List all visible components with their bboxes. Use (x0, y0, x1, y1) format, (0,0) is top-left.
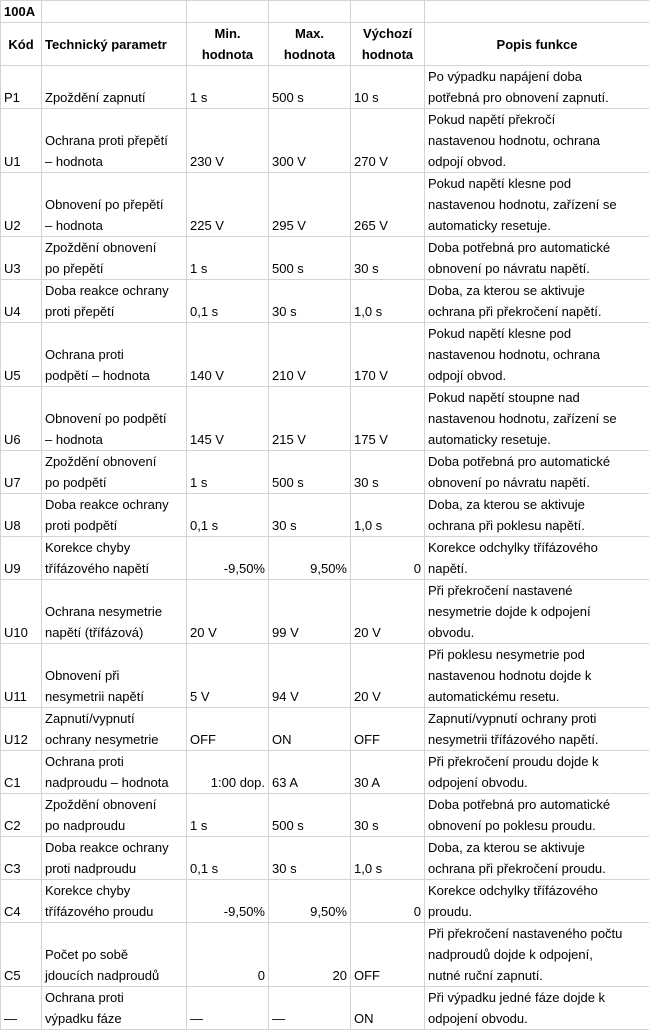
row-min-value[interactable]: 140 V (187, 323, 269, 387)
header-kod[interactable]: Kód (1, 23, 42, 66)
table-row (1, 323, 649, 387)
row-min-value[interactable]: 0,1 s (187, 837, 269, 880)
row-max-value[interactable]: 9,50% (269, 537, 351, 580)
row-description[interactable]: Pokud napětí překročí nastavenou hodnotu, ochrana odpojí obvod. (425, 109, 649, 173)
row-code[interactable]: P1 (1, 66, 42, 109)
row-description[interactable]: Doba, za kterou se aktivuje ochrana při překročení napětí. (425, 280, 649, 323)
row-min-value[interactable]: 1 s (187, 794, 269, 837)
row-code[interactable]: U5 (1, 323, 42, 387)
row-code[interactable]: U1 (1, 109, 42, 173)
row-default-value[interactable]: 30 s (351, 451, 425, 494)
row-parameter[interactable]: Obnovení po podpětí – hodnota (42, 387, 187, 451)
row-max-value[interactable]: — (269, 987, 351, 1030)
row-code[interactable]: C4 (1, 880, 42, 923)
table-row (1, 537, 649, 580)
row-description[interactable]: Zapnutí/vypnutí ochrany proti nesymetrii třífázového napětí. (425, 708, 649, 751)
row-max-value[interactable]: 500 s (269, 794, 351, 837)
empty-cell[interactable] (42, 1, 187, 23)
table-row (1, 837, 649, 880)
table-row (1, 173, 649, 237)
row-default-value[interactable]: 270 V (351, 109, 425, 173)
header-default[interactable]: Výchozí hodnota (351, 23, 425, 66)
row-max-value[interactable]: 30 s (269, 494, 351, 537)
row-max-value[interactable]: 94 V (269, 644, 351, 708)
row-default-value[interactable]: 30 A (351, 751, 425, 794)
row-parameter[interactable]: Obnovení po přepětí – hodnota (42, 173, 187, 237)
empty-cell[interactable] (351, 1, 425, 23)
row-description[interactable]: Korekce odchylky třífázového proudu. (425, 880, 649, 923)
row-description[interactable]: Doba potřebná pro automatické obnovení po návratu napětí. (425, 237, 649, 280)
row-max-value[interactable]: 295 V (269, 173, 351, 237)
row-default-value[interactable]: 1,0 s (351, 837, 425, 880)
row-parameter[interactable]: Zpoždění obnovení po nadproudu (42, 794, 187, 837)
row-description[interactable]: Při překročení nastaveného počtu nadproudů dojde k odpojení, nutné ruční zapnutí. (425, 923, 649, 987)
row-default-value[interactable]: 0 (351, 880, 425, 923)
row-parameter[interactable]: Doba reakce ochrany proti podpětí (42, 494, 187, 537)
row-description[interactable]: Doba, za kterou se aktivuje ochrana při překročení proudu. (425, 837, 649, 880)
row-default-value[interactable]: 170 V (351, 323, 425, 387)
row-parameter[interactable]: Doba reakce ochrany proti nadproudu (42, 837, 187, 880)
header-max[interactable]: Max. hodnota (269, 23, 351, 66)
row-default-value[interactable]: 10 s (351, 66, 425, 109)
row-max-value[interactable]: 210 V (269, 323, 351, 387)
header-description[interactable]: Popis funkce (425, 23, 649, 66)
row-code[interactable]: U2 (1, 173, 42, 237)
row-max-value[interactable]: 9,50% (269, 880, 351, 923)
row-parameter[interactable]: Ochrana nesymetrie napětí (třífázová) (42, 580, 187, 644)
row-min-value[interactable]: -9,50% (187, 880, 269, 923)
row-description[interactable]: Po výpadku napájení doba potřebná pro obnovení zapnutí. (425, 66, 649, 109)
row-min-value[interactable]: -9,50% (187, 537, 269, 580)
row-code[interactable]: U3 (1, 237, 42, 280)
row-description[interactable]: Doba potřebná pro automatické obnovení po poklesu proudu. (425, 794, 649, 837)
table-row (1, 987, 649, 1030)
table-row (1, 880, 649, 923)
row-code[interactable]: U4 (1, 280, 42, 323)
row-description[interactable]: Pokud napětí stoupne nad nastavenou hodnotu, zařízení se automaticky resetuje. (425, 387, 649, 451)
table-row (1, 708, 649, 751)
row-code[interactable]: U12 (1, 708, 42, 751)
table-row (1, 280, 649, 323)
table-row (1, 751, 649, 794)
table-row (1, 494, 649, 537)
row-min-value[interactable]: 225 V (187, 173, 269, 237)
row-description[interactable]: Při výpadku jedné fáze dojde k odpojení obvodu. (425, 987, 649, 1030)
row-min-value[interactable]: 0,1 s (187, 494, 269, 537)
title-row (1, 1, 649, 23)
row-default-value[interactable]: 30 s (351, 237, 425, 280)
row-default-value[interactable]: OFF (351, 708, 425, 751)
table-row (1, 451, 649, 494)
row-code[interactable]: U9 (1, 537, 42, 580)
empty-cell[interactable] (269, 1, 351, 23)
row-code[interactable]: C3 (1, 837, 42, 880)
row-parameter[interactable]: Ochrana proti nadproudu – hodnota (42, 751, 187, 794)
table-row (1, 66, 649, 109)
row-min-value[interactable]: 145 V (187, 387, 269, 451)
row-parameter[interactable]: Počet po sobě jdoucích nadproudů (42, 923, 187, 987)
row-min-value[interactable]: 0 (187, 923, 269, 987)
table-row (1, 923, 649, 987)
row-description[interactable]: Při překročení proudu dojde k odpojení obvodu. (425, 751, 649, 794)
table-row (1, 237, 649, 280)
row-parameter[interactable]: Zpoždění zapnutí (42, 66, 187, 109)
row-parameter[interactable]: Doba reakce ochrany proti přepětí (42, 280, 187, 323)
row-max-value[interactable]: 500 s (269, 237, 351, 280)
table-row (1, 387, 649, 451)
row-code[interactable]: C1 (1, 751, 42, 794)
row-min-value[interactable]: 5 V (187, 644, 269, 708)
table-row (1, 580, 649, 644)
row-code[interactable]: U7 (1, 451, 42, 494)
header-param[interactable]: Technický parametr (42, 23, 187, 66)
row-min-value[interactable]: 1 s (187, 66, 269, 109)
row-min-value[interactable]: 20 V (187, 580, 269, 644)
row-max-value[interactable]: 300 V (269, 109, 351, 173)
row-min-value[interactable]: 230 V (187, 109, 269, 173)
row-parameter[interactable]: Korekce chyby třífázového napětí (42, 537, 187, 580)
row-parameter[interactable]: Ochrana proti přepětí – hodnota (42, 109, 187, 173)
row-min-value[interactable]: — (187, 987, 269, 1030)
row-parameter[interactable]: Ochrana proti výpadku fáze (42, 987, 187, 1030)
row-parameter[interactable]: Korekce chyby třífázového proudu (42, 880, 187, 923)
row-max-value[interactable]: 30 s (269, 280, 351, 323)
row-code[interactable]: C5 (1, 923, 42, 987)
row-parameter[interactable]: Zpoždění obnovení po přepětí (42, 237, 187, 280)
row-max-value[interactable]: 30 s (269, 837, 351, 880)
header-min[interactable]: Min. hodnota (187, 23, 269, 66)
row-min-value[interactable]: 1 s (187, 451, 269, 494)
row-code[interactable]: — (1, 987, 42, 1030)
row-code[interactable]: U10 (1, 580, 42, 644)
row-code[interactable]: U8 (1, 494, 42, 537)
row-default-value[interactable]: 20 V (351, 644, 425, 708)
row-code[interactable]: U6 (1, 387, 42, 451)
row-max-value[interactable]: ON (269, 708, 351, 751)
row-max-value[interactable]: 500 s (269, 66, 351, 109)
row-default-value[interactable]: 30 s (351, 794, 425, 837)
row-min-value[interactable]: 0,1 s (187, 280, 269, 323)
row-max-value[interactable]: 500 s (269, 451, 351, 494)
header-row (1, 23, 649, 66)
table-row (1, 644, 649, 708)
empty-cell[interactable] (187, 1, 269, 23)
row-default-value[interactable]: OFF (351, 923, 425, 987)
row-default-value[interactable]: 1,0 s (351, 494, 425, 537)
row-default-value[interactable]: 20 V (351, 580, 425, 644)
row-description[interactable]: Při poklesu nesymetrie pod nastavenou hodnotu dojde k automatickému resetu. (425, 644, 649, 708)
row-description[interactable]: Při překročení nastavené nesymetrie dojde k odpojení obvodu. (425, 580, 649, 644)
row-default-value[interactable]: 1,0 s (351, 280, 425, 323)
table-row (1, 794, 649, 837)
row-code[interactable]: C2 (1, 794, 42, 837)
row-min-value[interactable]: OFF (187, 708, 269, 751)
row-parameter[interactable]: Obnovení při nesymetrii napětí (42, 644, 187, 708)
row-description[interactable]: Korekce odchylky třífázového napětí. (425, 537, 649, 580)
row-min-value[interactable]: 1:00 dop. (187, 751, 269, 794)
row-description[interactable]: Doba potřebná pro automatické obnovení po návratu napětí. (425, 451, 649, 494)
row-description[interactable]: Pokud napětí klesne pod nastavenou hodnotu, zařízení se automaticky resetuje. (425, 173, 649, 237)
row-parameter[interactable]: Zpoždění obnovení po podpětí (42, 451, 187, 494)
row-default-value[interactable]: ON (351, 987, 425, 1030)
row-default-value[interactable]: 0 (351, 537, 425, 580)
row-default-value[interactable]: 175 V (351, 387, 425, 451)
table-row (1, 109, 649, 173)
row-code[interactable]: U11 (1, 644, 42, 708)
row-default-value[interactable]: 265 V (351, 173, 425, 237)
row-max-value[interactable]: 20 (269, 923, 351, 987)
row-max-value[interactable]: 63 A (269, 751, 351, 794)
row-max-value[interactable]: 99 V (269, 580, 351, 644)
row-description[interactable]: Pokud napětí klesne pod nastavenou hodnotu, ochrana odpojí obvod. (425, 323, 649, 387)
row-parameter[interactable]: Ochrana proti podpětí – hodnota (42, 323, 187, 387)
row-min-value[interactable]: 1 s (187, 237, 269, 280)
empty-cell[interactable] (425, 1, 649, 23)
sheet-title[interactable]: 100A (1, 1, 42, 23)
row-description[interactable]: Doba, za kterou se aktivuje ochrana při poklesu napětí. (425, 494, 649, 537)
row-parameter[interactable]: Zapnutí/vypnutí ochrany nesymetrie (42, 708, 187, 751)
row-max-value[interactable]: 215 V (269, 387, 351, 451)
